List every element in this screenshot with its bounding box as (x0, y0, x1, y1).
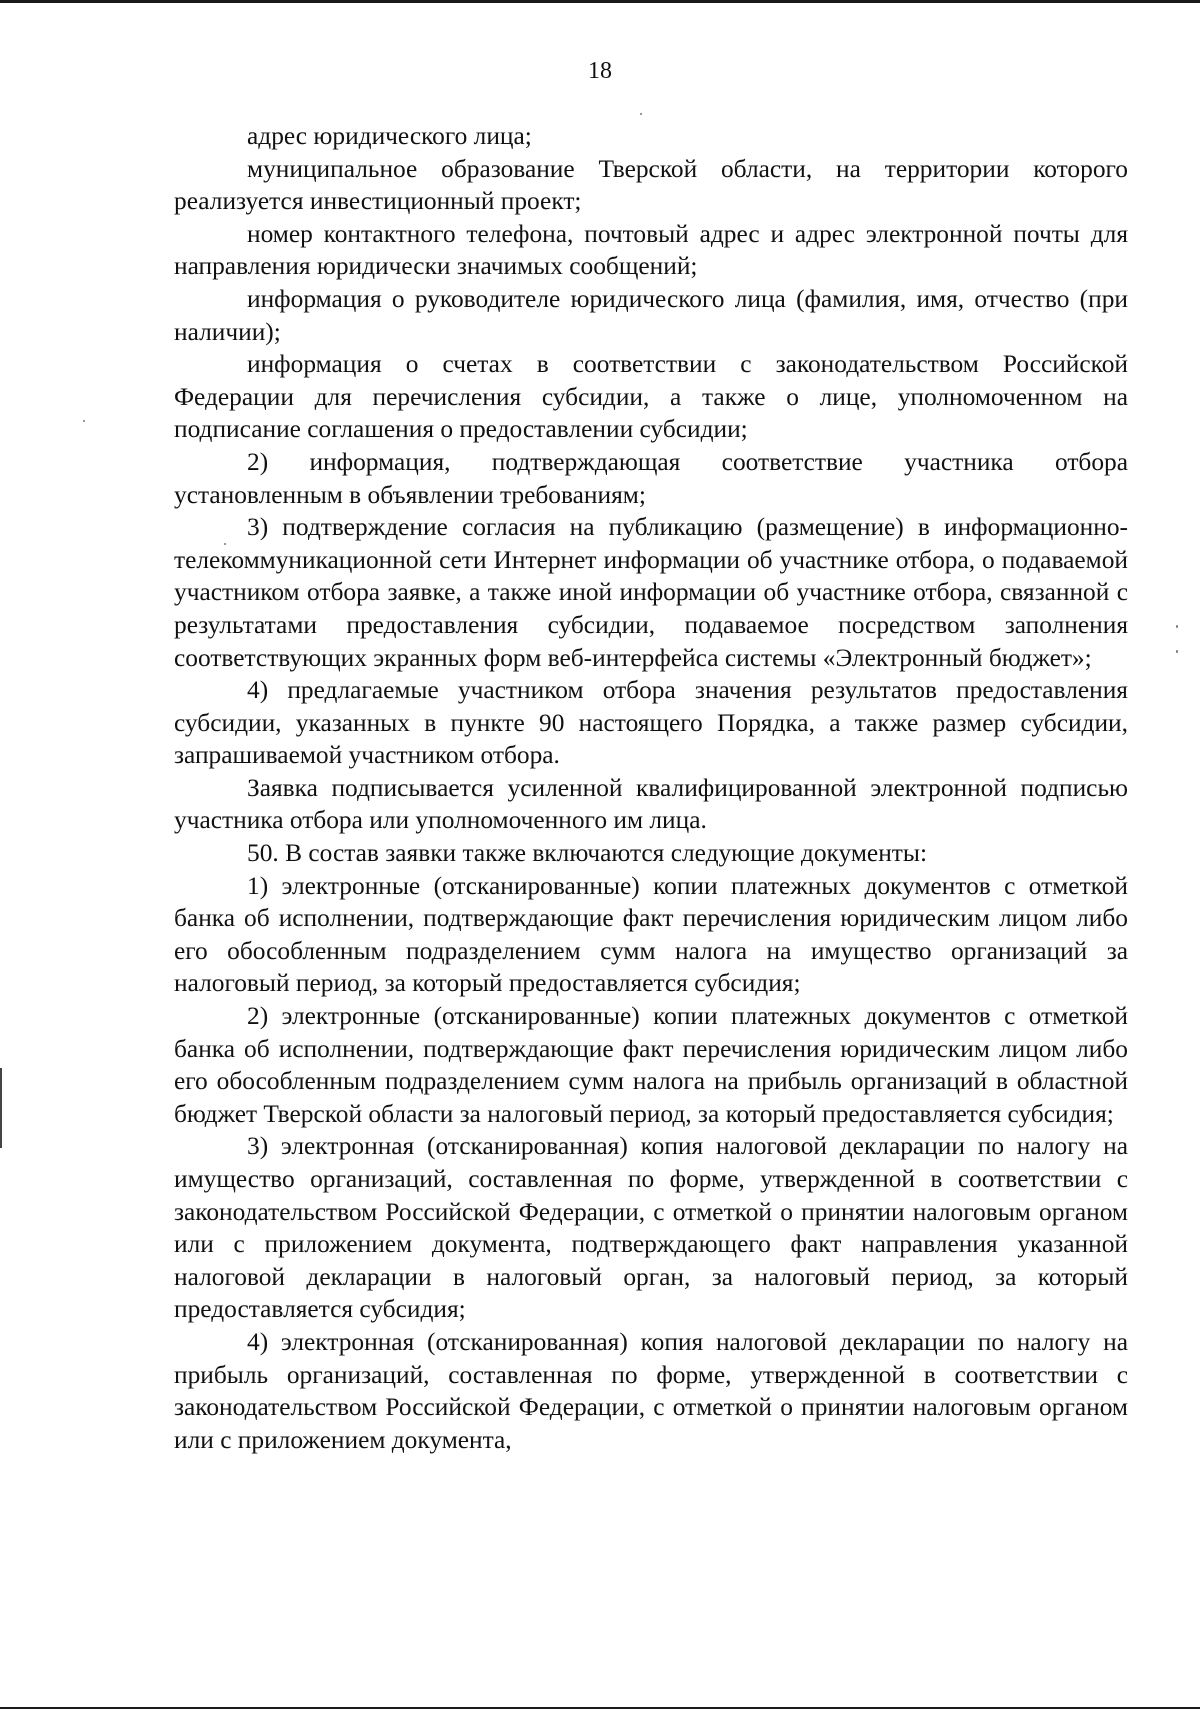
paragraph: Заявка подписывается усиленной квалифицированной электронной подписью участника отбора или уполномоченного им лица. (174, 773, 1128, 835)
scan-edge-top (0, 0, 1200, 3)
document-body (174, 120, 1128, 1456)
scan-speck (1176, 650, 1178, 653)
paragraph: 2) информация, подтверждающая соответствие участника отбора установленным в объявлении требованиям; (174, 447, 1128, 509)
paragraph: 4) предлагаемые участником отбора значения результатов предоставления субсидии, указанных в пункте 90 настоящего Порядка, а также размер субсидии, запрашиваемой участником отбора. (174, 676, 1128, 770)
paragraph: 1) электронные (отсканированные) копии платежных документов с отметкой банка об исполнении, подтверждающие факт перечисления юридическим лицом либо его обособленным подразделением сумм налога на имущество организаций за налоговый период, за который предоставляется субсидия; (174, 871, 1128, 998)
paragraph: информация о руководителе юридического лица (фамилия, имя, отчество (при наличии); (174, 284, 1128, 346)
paragraph: 4) электронная (отсканированная) копия налоговой декларации по налогу на прибыль организаций, составленная по форме, утвержденной в соответствии с законодательством Российской Федерации, с отметкой о принятии налоговым органом или с приложением документа, (174, 1327, 1128, 1454)
paragraph: 3) подтверждение согласия на публикацию (размещение) в информационно-телекоммуникационной сети Интернет информации об участнике отбора, о подаваемой участником отбора заявке, а также иной информации об участнике отбора, связанной с результатами предоставления субсидии, подаваемое посредством заполнения соответствующих экранных форм веб-интерфейса системы «Электронный бюджет»; (174, 513, 1128, 672)
paragraph: 2) электронные (отсканированные) копии платежных документов с отметкой банка об исполнении, подтверждающие факт перечисления юридическим лицом либо его обособленным подразделением сумм налога на прибыль организаций в областной бюджет Тверской области за налоговый период, за который предоставляется субсидия; (174, 1002, 1128, 1128)
scan-speck (83, 420, 85, 422)
scan-speck (640, 113, 642, 115)
paragraph: 3) электронная (отсканированная) копия налоговой декларации по налогу на имущество организаций, составленная по форме, утвержденной в соответствии с законодательством Российской Федерации, с отметкой о принятии налоговым органом или с приложением документа, подтверждающего факт направления указанной налоговой декларации в налоговый орган, за налоговый период, за который предоставляется субсидия; (174, 1132, 1128, 1324)
paragraph: информация о счетах в соответствии с законодательством Российской Федерации для перечисления субсидии, а также о лице, уполномоченном на подписание соглашения о предоставлении субсидии; (174, 350, 1128, 444)
paragraph: адрес юридического лица; (247, 122, 532, 150)
scan-edge-left (0, 1068, 2, 1148)
paragraph: муниципальное образование Тверской области, на территории которого реализуется инвестиционный проект; (174, 154, 1128, 216)
scan-speck (1176, 625, 1178, 628)
page-number: 18 (588, 58, 612, 84)
paragraph: 50. В состав заявки также включаются следующие документы: (247, 839, 927, 868)
paragraph: номер контактного телефона, почтовый адрес и адрес электронной почты для направления юридически значимых сообщений; (174, 219, 1128, 281)
